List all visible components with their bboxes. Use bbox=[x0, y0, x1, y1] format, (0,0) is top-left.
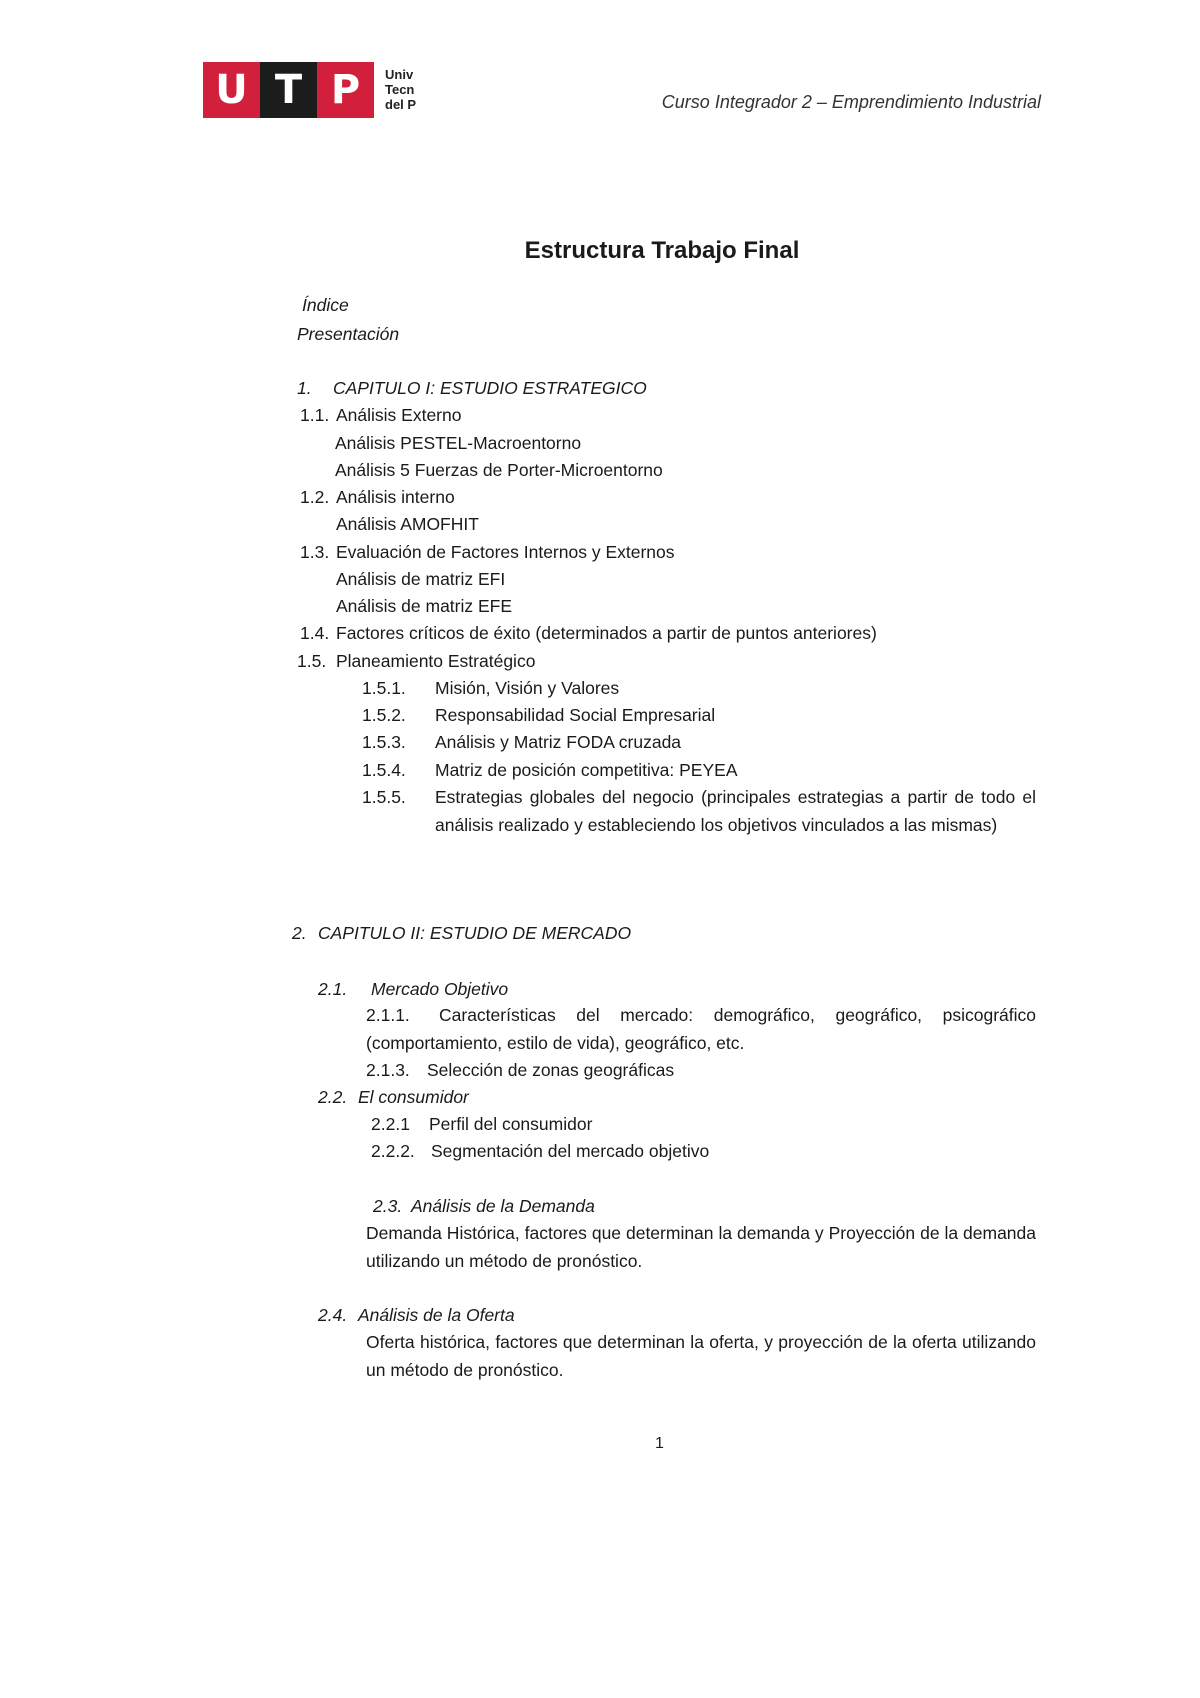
subsection-title: Responsabilidad Social Empresarial bbox=[435, 705, 716, 725]
section-1-5-number: 1.5. bbox=[297, 651, 327, 671]
section-2-4-body: Oferta histórica, factores que determinan la oferta, y proyección de la oferta utilizando un método de pronóstico. bbox=[366, 1332, 1036, 1380]
subsection-number: 1.5.4. bbox=[362, 760, 406, 780]
section-1-4-number: 1.4. bbox=[300, 623, 330, 643]
section-2-1-title: Mercado Objetivo bbox=[371, 979, 509, 999]
subsection-number: 2.1.1. bbox=[366, 1005, 410, 1025]
section-2-3-number: 2.3. bbox=[373, 1196, 403, 1216]
presentacion-heading: Presentación bbox=[297, 324, 400, 344]
section-1-1-number: 1.1. bbox=[300, 405, 330, 425]
subsection-title: Selección de zonas geográficas bbox=[427, 1060, 675, 1080]
list-item: Análisis AMOFHIT bbox=[336, 514, 479, 534]
section-2-2-title: El consumidor bbox=[358, 1087, 469, 1107]
subsection-number: 2.2.2. bbox=[371, 1141, 415, 1161]
subsection-title: Análisis y Matriz FODA cruzada bbox=[435, 732, 682, 752]
chapter-1-number: 1. bbox=[297, 378, 312, 398]
document-title: Estructura Trabajo Final bbox=[524, 237, 800, 264]
logo-letter-u: U bbox=[203, 62, 260, 118]
section-1-5-title: Planeamiento Estratégico bbox=[336, 651, 536, 671]
chapter-2-title: CAPITULO II: ESTUDIO DE MERCADO bbox=[318, 923, 632, 943]
list-item: Análisis de matriz EFI bbox=[336, 569, 506, 589]
subsection-title: Segmentación del mercado objetivo bbox=[431, 1141, 710, 1161]
subsection-number: 1.5.5. bbox=[362, 787, 406, 807]
subsection-title: Misión, Visión y Valores bbox=[435, 678, 620, 698]
subsection-title: Matriz de posición competitiva: PEYEA bbox=[435, 760, 738, 780]
section-2-3-body: Demanda Histórica, factores que determinan la demanda y Proyección de la demanda utilizando un método de pronóstico. bbox=[366, 1223, 1036, 1271]
course-header: Curso Integrador 2 – Emprendimiento Industrial bbox=[661, 92, 1041, 112]
section-1-2-title: Análisis interno bbox=[336, 487, 455, 507]
subsection-title: Estrategias globales del negocio (principales estrategias a partir de todo el análisis realizado y estableciendo los objetivos vinculados a las mismas) bbox=[435, 787, 1036, 835]
subsection-number: 2.2.1 bbox=[371, 1114, 410, 1134]
page-number: 1 bbox=[655, 1435, 664, 1452]
section-1-4-title: Factores críticos de éxito (determinados a partir de puntos anteriores) bbox=[336, 623, 877, 643]
section-2-3-title: Análisis de la Demanda bbox=[411, 1196, 595, 1216]
section-2-2-number: 2.2. bbox=[318, 1087, 348, 1107]
subsection-number: 1.5.2. bbox=[362, 705, 406, 725]
logo-text-line: del P bbox=[385, 97, 417, 112]
section-1-3-title: Evaluación de Factores Internos y Externos bbox=[336, 542, 675, 562]
indice-heading: Índice bbox=[302, 295, 349, 315]
chapter-1-title: CAPITULO I: ESTUDIO ESTRATEGICO bbox=[333, 378, 647, 398]
subsection-number: 1.5.3. bbox=[362, 732, 406, 752]
chapter-2-number: 2. bbox=[292, 923, 307, 943]
section-2-1-number: 2.1. bbox=[318, 979, 348, 999]
logo-text-line: Univ bbox=[385, 67, 414, 82]
list-item: Análisis 5 Fuerzas de Porter-Microentorno bbox=[335, 460, 663, 480]
section-2-4-number: 2.4. bbox=[318, 1305, 348, 1325]
logo-letter-t: T bbox=[260, 62, 317, 118]
subsection-title: Características del mercado: demográfico, geográfico, psicográfico (comportamiento, estilo de vida), geográfico, etc. bbox=[366, 1005, 1036, 1053]
logo-text bbox=[385, 67, 419, 112]
section-1-3-number: 1.3. bbox=[300, 542, 330, 562]
subsection-number: 2.1.3. bbox=[366, 1060, 410, 1080]
subsection-title: Perfil del consumidor bbox=[429, 1114, 593, 1134]
subsection-number: 1.5.1. bbox=[362, 678, 406, 698]
section-1-1-title: Análisis Externo bbox=[336, 405, 462, 425]
utp-logo bbox=[203, 62, 374, 118]
list-item: Análisis PESTEL-Macroentorno bbox=[335, 433, 582, 453]
logo-letter-p: P bbox=[317, 62, 374, 118]
logo-text-line: Tecn bbox=[385, 82, 415, 97]
section-1-2-number: 1.2. bbox=[300, 487, 330, 507]
list-item: Análisis de matriz EFE bbox=[336, 596, 513, 616]
section-2-4-title: Análisis de la Oferta bbox=[358, 1305, 515, 1325]
